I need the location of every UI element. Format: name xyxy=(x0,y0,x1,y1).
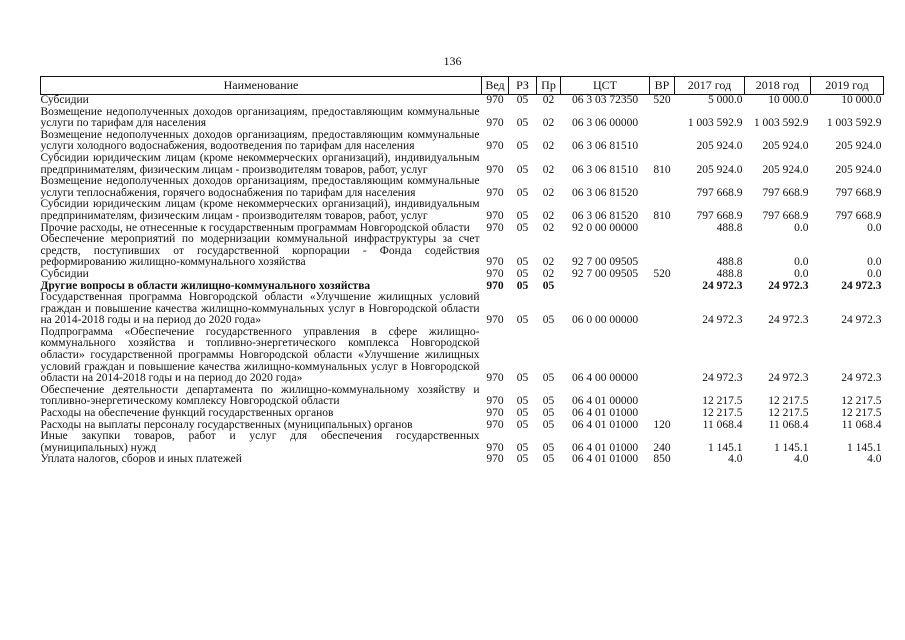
cell-2018: 797 668.9 xyxy=(762,186,809,199)
cell-2019: 1 145.1 xyxy=(847,441,882,454)
cell-ved: 970 xyxy=(486,314,504,327)
cell-2018: 205 924.0 xyxy=(762,163,809,176)
table-row xyxy=(41,199,884,222)
cell-2017: 12 217.5 xyxy=(702,407,743,420)
header-2018: 2018 год xyxy=(745,77,811,95)
cell-pr: 02 xyxy=(542,117,555,130)
cell-ved: 970 xyxy=(486,279,504,292)
cell-pr: 05 xyxy=(542,407,555,420)
cell-2018: 12 217.5 xyxy=(768,395,809,408)
cell-ved: 970 xyxy=(486,221,504,234)
cell-pr: 05 xyxy=(542,279,555,292)
cell-2019: 12 217.5 xyxy=(841,407,882,420)
header-name: Наименование xyxy=(41,77,482,95)
table-row xyxy=(41,234,884,269)
cell-2017: 488.8 xyxy=(716,256,743,269)
cell-vr xyxy=(650,327,675,385)
cell-cst: 92 7 00 09505 xyxy=(571,267,639,280)
cell-ved: 970 xyxy=(486,453,504,466)
cell-ved: 970 xyxy=(486,209,504,222)
cell-name: Возмещение недополученных доходов организациям, предоставляющим коммунальные услуги холодного водоснабжения, водоотведения по тарифам для населения xyxy=(40,128,480,153)
cell-rz: 05 xyxy=(516,94,529,106)
cell-2017: 5 000.0 xyxy=(708,94,743,106)
table-row xyxy=(41,269,884,281)
cell-vr: 240 xyxy=(653,441,671,454)
table-header-row xyxy=(41,77,884,95)
budget-table xyxy=(40,76,884,466)
cell-cst: 06 3 06 00000 xyxy=(571,117,639,130)
cell-2017: 205 924.0 xyxy=(696,140,743,153)
cell-rz: 05 xyxy=(516,279,529,292)
page-number: 136 xyxy=(443,54,462,68)
cell-rz: 05 xyxy=(516,186,529,199)
cell-cst: 06 4 01 01000 xyxy=(571,418,639,431)
cell-rz: 05 xyxy=(516,441,529,454)
cell-2017: 24 972.3 xyxy=(702,372,743,385)
cell-2019: 24 972.3 xyxy=(841,279,882,292)
cell-2017: 797 668.9 xyxy=(696,209,743,222)
cell-pr: 02 xyxy=(542,256,555,269)
cell-rz: 05 xyxy=(516,407,529,420)
cell-name: Иные закупки товаров, работ и услуг для обеспечения государственных (муниципальных) нужд xyxy=(40,430,480,454)
header-2017: 2017 год xyxy=(675,77,745,95)
cell-2018: 24 972.3 xyxy=(768,314,809,327)
cell-pr: 05 xyxy=(542,453,555,466)
cell-cst: 92 7 00 09505 xyxy=(571,256,639,269)
header-ved: Вед xyxy=(482,77,509,95)
cell-vr: 520 xyxy=(653,94,671,106)
cell-2019: 0.0 xyxy=(867,256,882,269)
cell-name: Государственная программа Новгородской области «Улучшение жилищных условий граждан и повышение качества жилищно-коммунальных услуг в Новгородской области на 2014-2018 годы и на период до 2020 года» xyxy=(40,291,480,327)
cell-ved: 970 xyxy=(486,441,504,454)
cell-ved: 970 xyxy=(486,418,504,431)
cell-2017: 488.8 xyxy=(716,267,743,280)
table-row xyxy=(41,130,884,153)
cell-2018: 1 003 592.9 xyxy=(753,117,809,130)
cell-cst: 06 0 00 00000 xyxy=(571,314,639,327)
cell-ved: 970 xyxy=(486,407,504,420)
cell-2019: 797 668.9 xyxy=(835,186,882,199)
cell-vr: 520 xyxy=(653,267,671,280)
cell-ved: 970 xyxy=(486,94,504,106)
cell-2017: 4.0 xyxy=(728,453,743,466)
cell-cst: 06 3 06 81520 xyxy=(571,209,639,222)
cell-rz: 05 xyxy=(516,117,529,130)
cell-vr xyxy=(650,408,675,420)
cell-name: Субсидии xyxy=(40,94,89,106)
cell-pr: 02 xyxy=(542,209,555,222)
cell-name: Субсидии xyxy=(40,267,89,280)
cell-rz: 05 xyxy=(516,221,529,234)
cell-pr: 05 xyxy=(542,418,555,431)
cell-pr: 02 xyxy=(542,140,555,153)
cell-2019: 11 068.4 xyxy=(841,418,882,431)
cell-2019: 24 972.3 xyxy=(841,314,882,327)
cell-ved: 970 xyxy=(486,395,504,408)
cell-2017: 488.8 xyxy=(716,221,743,234)
cell-name: Возмещение недополученных доходов организациям, предоставляющим коммунальные услуги по тарифам для населения xyxy=(40,105,480,130)
cell-ved: 970 xyxy=(486,140,504,153)
cell-2017: 1 003 592.9 xyxy=(687,117,743,130)
cell-name: Уплата налогов, сборов и иных платежей xyxy=(40,453,242,466)
header-rz: РЗ xyxy=(509,77,537,95)
table-row xyxy=(41,153,884,176)
cell-2018: 11 068.4 xyxy=(768,418,809,431)
cell-pr: 02 xyxy=(542,267,555,280)
cell-rz: 05 xyxy=(516,453,529,466)
cell-rz: 05 xyxy=(516,314,529,327)
cell-2018: 4.0 xyxy=(794,453,809,466)
cell-vr xyxy=(650,292,675,327)
cell-2018: 24 972.3 xyxy=(768,372,809,385)
cell-vr: 850 xyxy=(653,453,671,466)
cell-2018: 1 145.1 xyxy=(774,441,809,454)
cell-name: Субсидии юридическим лицам (кроме некоммерческих организаций), индивидуальным предпринимателям, физическим лицам - производителям товаров, работ, услуг xyxy=(40,198,480,222)
cell-2019: 12 217.5 xyxy=(841,395,882,408)
table-body xyxy=(41,95,884,467)
cell-cst: 92 0 00 00000 xyxy=(571,221,639,234)
cell-rz: 05 xyxy=(516,163,529,176)
cell-pr: 02 xyxy=(542,221,555,234)
table-row xyxy=(41,385,884,408)
cell-2017: 12 217.5 xyxy=(702,395,743,408)
cell-2019: 24 972.3 xyxy=(841,372,882,385)
cell-2019: 0.0 xyxy=(867,221,882,234)
cell-rz: 05 xyxy=(516,256,529,269)
cell-2018: 0.0 xyxy=(794,221,809,234)
cell-2019: 0.0 xyxy=(867,267,882,280)
cell-name: Прочие расходы, не отнесенные к государственным программам Новгородской области xyxy=(40,221,470,234)
cell-ved: 970 xyxy=(486,372,504,385)
cell-pr: 02 xyxy=(542,163,555,176)
cell-cst: 06 3 03 72350 xyxy=(571,94,639,106)
cell-name: Обеспечение деятельности департамента по жилищно-коммунальному хозяйству и топливно-энергетическому комплексу Новгородской области xyxy=(40,383,480,408)
cell-2017: 205 924.0 xyxy=(696,163,743,176)
cell-vr: 810 xyxy=(653,209,671,222)
cell-name: Другие вопросы в области жилищно-коммунального хозяйства xyxy=(40,279,371,292)
header-cst: ЦСТ xyxy=(561,77,650,95)
cell-vr xyxy=(650,130,675,153)
cell-2017: 24 972.3 xyxy=(702,314,743,327)
cell-ved: 970 xyxy=(486,267,504,280)
cell-2019: 10 000.0 xyxy=(841,94,882,106)
cell-rz: 05 xyxy=(516,140,529,153)
header-pr: Пр xyxy=(537,77,561,95)
cell-name: Расходы на обеспечение функций государственных органов xyxy=(40,407,334,420)
cell-2018: 24 972.3 xyxy=(768,279,809,292)
cell-vr xyxy=(650,385,675,408)
cell-2018: 797 668.9 xyxy=(762,209,809,222)
cell-name: Возмещение недополученных доходов организациям, предоставляющим коммунальные услуги теплоснабжения, горячего водоснабжения по тарифам для населения xyxy=(40,175,480,199)
cell-cst xyxy=(561,281,650,293)
cell-2018: 12 217.5 xyxy=(768,407,809,420)
table-row xyxy=(41,454,884,466)
cell-cst: 06 3 06 81510 xyxy=(571,163,639,176)
cell-2017: 11 068.4 xyxy=(702,418,743,431)
cell-ved: 970 xyxy=(486,186,504,199)
cell-rz: 05 xyxy=(516,372,529,385)
cell-cst: 06 4 01 01000 xyxy=(571,453,639,466)
cell-rz: 05 xyxy=(516,418,529,431)
cell-cst: 06 3 06 81520 xyxy=(571,186,639,199)
cell-vr: 120 xyxy=(653,418,671,431)
cell-2019: 797 668.9 xyxy=(835,209,882,222)
cell-vr xyxy=(650,176,675,199)
cell-pr: 02 xyxy=(542,94,555,106)
cell-name: Обеспечение мероприятий по модернизации коммунальной инфраструктуры за счет средств, поступивших от государственной корпорации - Фонда содействия реформированию жилищно-коммунального хозяйства xyxy=(40,233,480,269)
cell-cst: 06 4 01 01000 xyxy=(571,441,639,454)
cell-2019: 4.0 xyxy=(867,453,882,466)
cell-cst: 06 4 01 00000 xyxy=(571,395,639,408)
cell-vr xyxy=(650,223,675,235)
cell-2019: 1 003 592.9 xyxy=(826,117,882,130)
cell-pr: 05 xyxy=(542,314,555,327)
table-row xyxy=(41,431,884,454)
cell-vr: 810 xyxy=(653,163,671,176)
header-2019: 2019 год xyxy=(811,77,884,95)
cell-2018: 0.0 xyxy=(794,256,809,269)
cell-vr xyxy=(650,281,675,293)
cell-2017: 1 145.1 xyxy=(708,441,743,454)
table-row xyxy=(41,408,884,420)
table-row xyxy=(41,292,884,327)
cell-2017: 24 972.3 xyxy=(702,279,743,292)
cell-name: Подпрограмма «Обеспечение государственного управления в сфере жилищно-коммунального хозяйства и топливно-энергетического комплекса Новгородской области» государственной программы Новгородской области «Улучшение жилищных условий граждан и повышение качества жилищно-коммунальных услуг в Новгородской области на 2014-2018 годы и на период до 2020 года» xyxy=(40,325,480,385)
cell-pr: 05 xyxy=(542,441,555,454)
cell-name: Субсидии юридическим лицам (кроме некоммерческих организаций), индивидуальным предпринимателям, физическим лицам - производителям товаров, работ, услуг xyxy=(40,151,480,176)
cell-rz: 05 xyxy=(516,209,529,222)
cell-name: Расходы на выплаты персоналу государственных (муниципальных) органов xyxy=(40,418,413,431)
cell-2019: 205 924.0 xyxy=(835,140,882,153)
cell-vr xyxy=(650,234,675,269)
cell-vr xyxy=(650,107,675,130)
cell-cst: 06 4 00 00000 xyxy=(571,372,639,385)
cell-cst: 06 3 06 81510 xyxy=(571,140,639,153)
header-vr: ВР xyxy=(650,77,675,95)
cell-2019: 205 924.0 xyxy=(835,163,882,176)
cell-rz: 05 xyxy=(516,395,529,408)
cell-pr: 02 xyxy=(542,186,555,199)
cell-pr: 05 xyxy=(542,372,555,385)
cell-2018: 0.0 xyxy=(794,267,809,280)
table-row xyxy=(41,176,884,199)
cell-rz: 05 xyxy=(516,267,529,280)
cell-ved: 970 xyxy=(486,256,504,269)
cell-cst: 06 4 01 01000 xyxy=(571,407,639,420)
table-row xyxy=(41,107,884,130)
table-row xyxy=(41,327,884,385)
cell-2018: 10 000.0 xyxy=(768,94,809,106)
cell-2017: 797 668.9 xyxy=(696,186,743,199)
cell-2018: 205 924.0 xyxy=(762,140,809,153)
cell-pr: 05 xyxy=(542,395,555,408)
cell-ved: 970 xyxy=(486,163,504,176)
table-row xyxy=(41,95,884,107)
cell-ved: 970 xyxy=(486,117,504,130)
